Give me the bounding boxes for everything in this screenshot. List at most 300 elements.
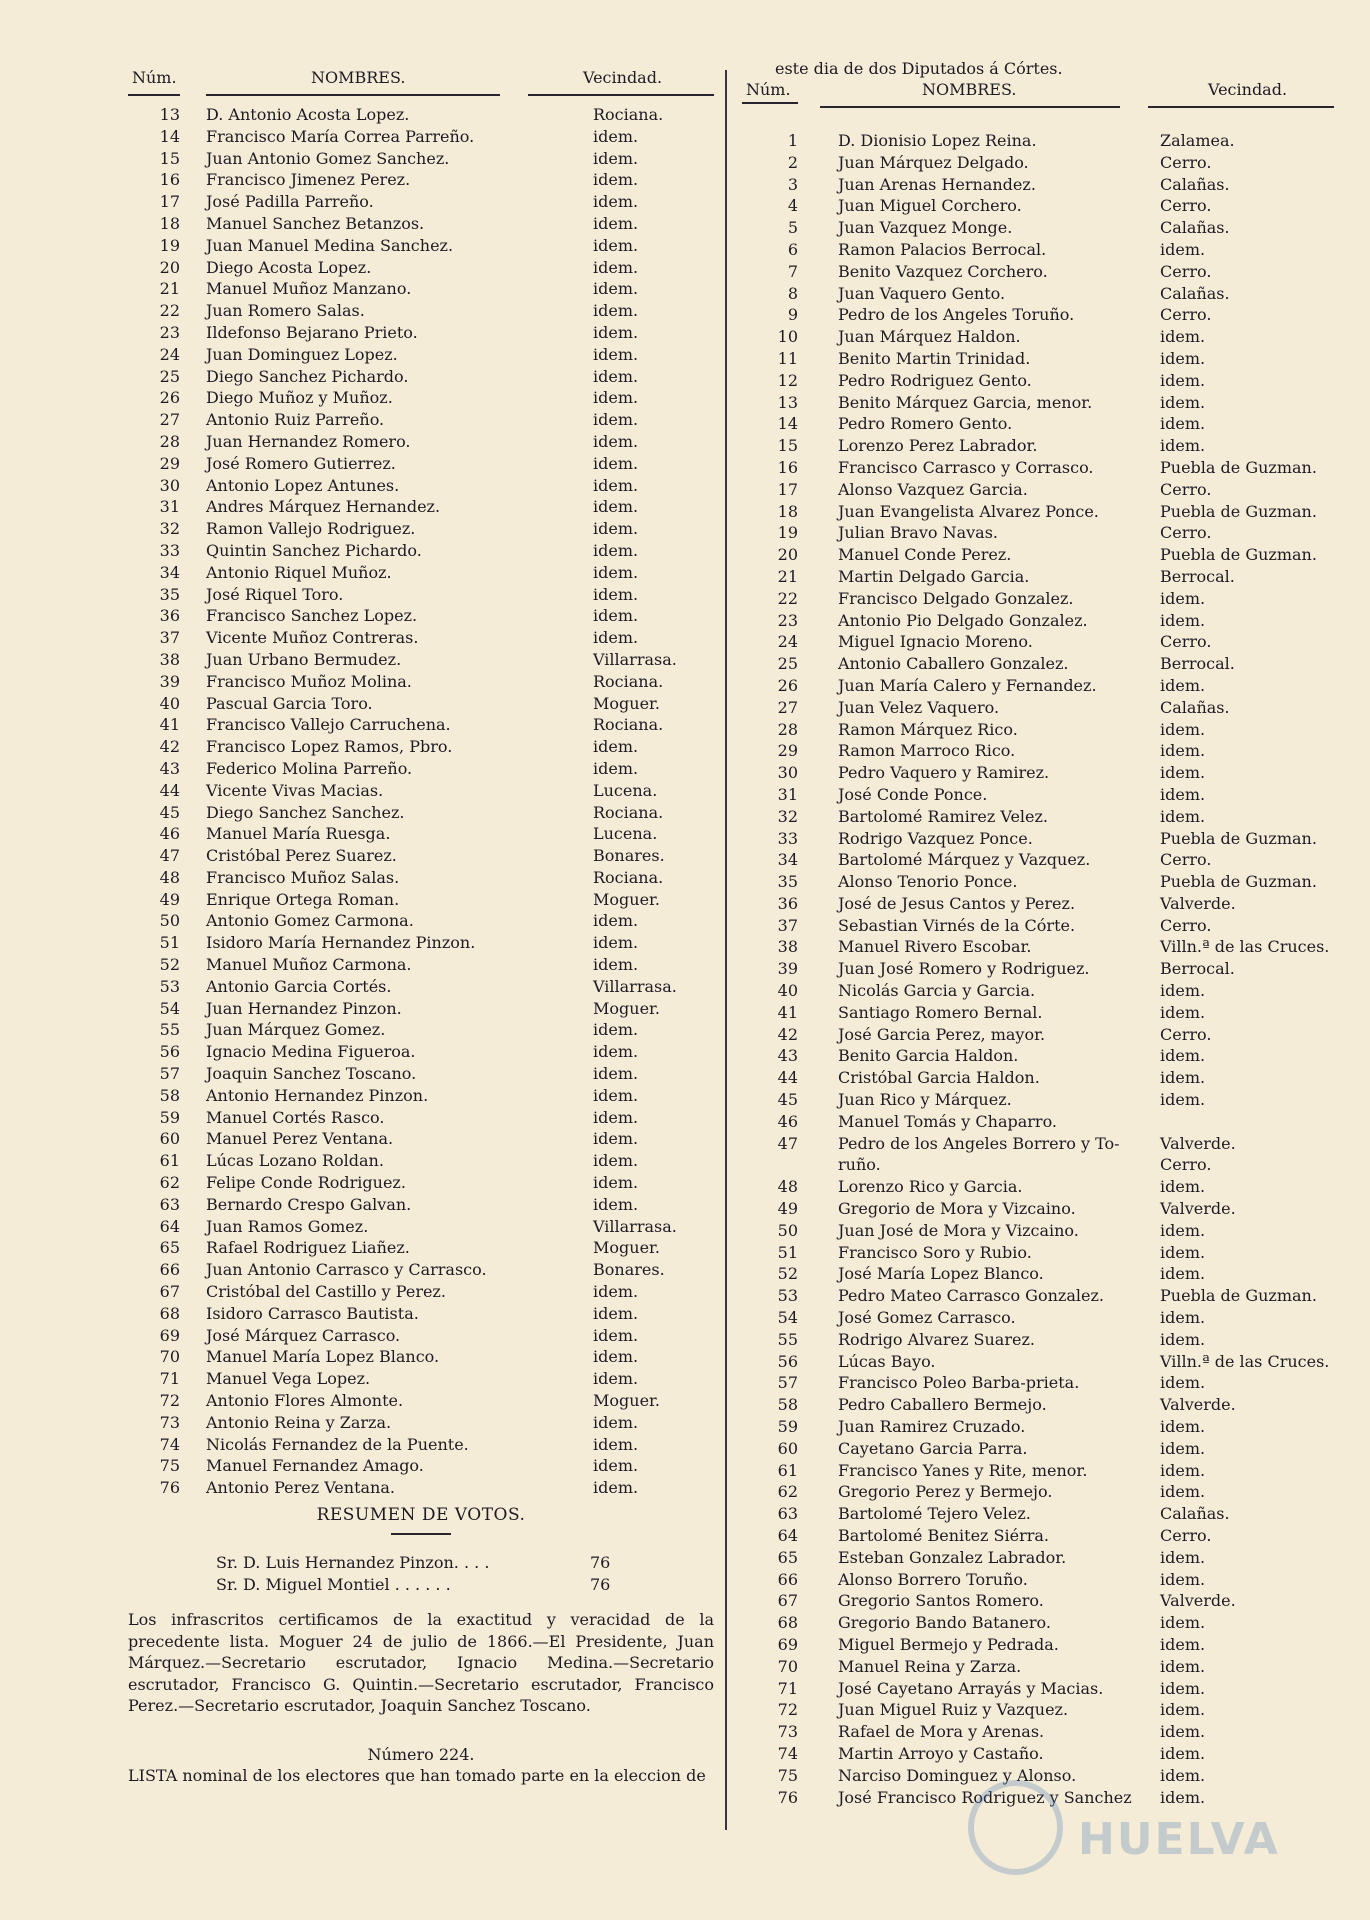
- table-row: [742, 1067, 1334, 1089]
- voter-number: 29: [159, 453, 180, 473]
- voter-vecindad: Valverde.: [1160, 1199, 1236, 1219]
- voter-vecindad: idem.: [1160, 784, 1206, 804]
- voter-vecindad: idem.: [1160, 370, 1206, 390]
- voter-name: Alonso Vazquez Garcia.: [838, 479, 1028, 499]
- voter-number: 13: [777, 392, 798, 412]
- voter-vecindad: Berrocal.: [1160, 654, 1235, 674]
- voter-vecindad: idem.: [1160, 741, 1206, 761]
- table-row: [742, 1024, 1334, 1046]
- voter-name: Gregorio Bando Batanero.: [838, 1613, 1051, 1633]
- voter-number: 30: [159, 475, 180, 495]
- voter-number: 10: [777, 327, 798, 347]
- voter-vecindad: Villn.ª de las Cruces.: [1160, 1351, 1330, 1371]
- voter-name: Manuel Perez Ventana.: [206, 1129, 394, 1149]
- candidate-name: Sr. D. Luis Hernandez Pinzon. . . .: [216, 1553, 490, 1572]
- header-rule: [1148, 106, 1334, 108]
- voter-vecindad: Villarrasa.: [593, 1216, 677, 1236]
- table-row: [742, 1176, 1334, 1198]
- voter-name: Pedro Vaquero y Ramirez.: [838, 763, 1050, 783]
- table-row: [128, 1019, 714, 1041]
- voter-name: Antonio Ruiz Parreño.: [206, 410, 385, 430]
- voter-name: José Padilla Parreño.: [206, 192, 374, 212]
- table-row: [742, 653, 1334, 675]
- voter-name: Alonso Borrero Toruño.: [838, 1569, 1028, 1589]
- table-row: [742, 1329, 1334, 1351]
- voter-vecindad: idem.: [1160, 239, 1206, 259]
- voter-number: 29: [777, 741, 798, 761]
- voter-vecindad: idem.: [593, 497, 639, 517]
- table-row: [128, 758, 714, 780]
- voter-vecindad: Villarrasa.: [593, 976, 677, 996]
- voter-vecindad: idem.: [593, 410, 639, 430]
- resumen-rule: [391, 1533, 451, 1535]
- header-rule: [742, 102, 798, 104]
- voter-number: 65: [777, 1547, 798, 1567]
- voter-number: 4: [787, 196, 798, 216]
- voter-vecindad: Puebla de Guzman.: [1160, 501, 1317, 521]
- table-row: [742, 806, 1334, 828]
- voter-vecindad: idem.: [1160, 1700, 1206, 1720]
- voter-vecindad: Valverde.: [1160, 1395, 1236, 1415]
- table-row: [742, 1111, 1334, 1133]
- voter-number: 65: [159, 1238, 180, 1258]
- table-row: [742, 697, 1334, 719]
- voter-name: Manuel Cortés Rasco.: [206, 1107, 385, 1127]
- voter-vecindad: Calañas.: [1160, 283, 1230, 303]
- voter-number: 51: [777, 1242, 798, 1262]
- table-row: [128, 889, 714, 911]
- voter-name: Juan Márquez Haldon.: [838, 327, 1021, 347]
- voter-vecindad: idem.: [593, 148, 639, 168]
- voter-vecindad: idem.: [1160, 1438, 1206, 1458]
- voter-number: 73: [159, 1412, 180, 1432]
- voter-name: Pedro Romero Gento.: [838, 414, 1013, 434]
- voter-vecindad: idem.: [1160, 1177, 1206, 1197]
- table-row: [128, 1107, 714, 1129]
- table-row: [128, 976, 714, 998]
- voter-name: Francisco Jimenez Perez.: [206, 170, 411, 190]
- voter-number: 72: [159, 1391, 180, 1411]
- voter-number: 60: [777, 1438, 798, 1458]
- voter-name: Juan Vazquez Monge.: [838, 218, 1013, 238]
- voter-vecindad: idem.: [593, 1020, 639, 1040]
- table-row: [128, 300, 714, 322]
- voter-vecindad: idem.: [593, 933, 639, 953]
- voter-number: 61: [777, 1460, 798, 1480]
- voter-vecindad: idem.: [1160, 1482, 1206, 1502]
- table-row: [742, 1525, 1334, 1547]
- table-row: [742, 152, 1334, 174]
- table-row: [128, 1150, 714, 1172]
- voter-number: 8: [787, 283, 798, 303]
- table-row: [128, 213, 714, 235]
- voter-name: Antonio Garcia Cortés.: [206, 976, 392, 996]
- table-row: [742, 435, 1334, 457]
- voter-number: 51: [159, 933, 180, 953]
- voter-number: 23: [159, 322, 180, 342]
- voter-vecindad: Cerro.: [1160, 632, 1212, 652]
- table-row: [742, 457, 1334, 479]
- table-row: [742, 283, 1334, 305]
- voter-name: Vicente Vivas Macias.: [206, 780, 384, 800]
- voter-number: 64: [777, 1526, 798, 1545]
- table-row: [742, 915, 1334, 937]
- voter-name: Bartolomé Tejero Velez.: [838, 1504, 1031, 1524]
- voter-name: Manuel Muñoz Carmona.: [206, 955, 412, 975]
- voter-number: 7: [787, 261, 798, 281]
- table-row: [128, 714, 714, 736]
- voter-number: 49: [159, 889, 180, 909]
- voter-name: Francisco Delgado Gonzalez.: [838, 588, 1074, 608]
- voter-name: Gregorio Santos Romero.: [838, 1591, 1044, 1611]
- vote-line: [128, 1553, 714, 1575]
- table-row: [742, 1590, 1334, 1612]
- header-rule: [206, 94, 500, 96]
- voter-vecindad: Villarrasa.: [593, 649, 677, 669]
- voter-vecindad: idem.: [1160, 327, 1206, 347]
- voter-number: 45: [777, 1090, 798, 1110]
- table-row: [128, 540, 714, 562]
- voter-vecindad: idem.: [1160, 414, 1206, 434]
- voter-name: Francisco Lopez Ramos, Pbro.: [206, 737, 453, 757]
- table-row: [128, 278, 714, 300]
- voter-number: 62: [777, 1482, 798, 1502]
- table-row: [742, 675, 1334, 697]
- voter-name: Pedro Rodriguez Gento.: [838, 370, 1032, 390]
- voter-number: 59: [159, 1107, 180, 1127]
- voter-number: 47: [777, 1133, 798, 1153]
- voter-vecindad: idem.: [593, 1434, 639, 1454]
- voter-number: 34: [777, 850, 798, 870]
- voter-name: Antonio Perez Ventana.: [206, 1478, 395, 1498]
- voter-number: 76: [777, 1787, 798, 1807]
- table-row: [742, 130, 1334, 152]
- voter-vecindad: Calañas.: [1160, 1504, 1230, 1524]
- header-rule: [128, 94, 180, 96]
- voter-name: Ramon Palacios Berrocal.: [838, 239, 1047, 259]
- voter-number: 27: [159, 410, 180, 430]
- table-row: [128, 1434, 714, 1456]
- voter-name: Rafael Rodriguez Liañez.: [206, 1238, 410, 1258]
- voter-vecindad: idem.: [1160, 1460, 1206, 1480]
- continuation-text: este dia de dos Diputados á Córtes.: [775, 59, 1063, 78]
- voter-name: Bartolomé Benitez Siérra.: [838, 1526, 1050, 1545]
- voter-name: Julian Bravo Navas.: [838, 523, 998, 543]
- certification-text: Los infrascritos certificamos de la exactitud y veracidad de la precedente lista. Moguer 24 de julio de 1866.—El Presidente, Juan Márquez.—Secretario escrutador, Ignacio Medina.—Secretario escrutador, Francisco G. Quintin.—Secretario escrutador, Francisco Perez.—Secretario escrutador, Joaquin Sanchez Toscano.: [128, 1610, 714, 1715]
- voter-number: 40: [777, 981, 798, 1001]
- voter-number: 67: [159, 1282, 180, 1302]
- voter-number: 26: [159, 388, 180, 408]
- voter-number: 66: [777, 1569, 798, 1589]
- header-num: Núm.: [746, 80, 791, 99]
- table-row: [742, 936, 1334, 958]
- voter-vecindad: Valverde.: [1160, 893, 1236, 913]
- voter-name: Santiago Romero Bernal.: [838, 1002, 1043, 1022]
- table-row: [742, 631, 1334, 653]
- voter-vecindad: idem.: [593, 1173, 639, 1193]
- voter-name: Gregorio Perez y Bermejo.: [838, 1482, 1053, 1502]
- table-row: [128, 475, 714, 497]
- voter-number: 68: [159, 1303, 180, 1323]
- table-row: [128, 409, 714, 431]
- voter-vecindad: Puebla de Guzman.: [1160, 1286, 1317, 1306]
- table-row: [742, 326, 1334, 348]
- voter-number: 71: [777, 1678, 798, 1698]
- table-row: [742, 1263, 1334, 1285]
- voter-name: Enrique Ortega Roman.: [206, 889, 400, 909]
- voter-name: Francisco Yanes y Rite, menor.: [838, 1460, 1088, 1480]
- voter-number: 58: [159, 1085, 180, 1105]
- table-row: [128, 1281, 714, 1303]
- voter-number: 66: [159, 1260, 180, 1280]
- table-row: [128, 780, 714, 802]
- voter-number: 24: [777, 632, 798, 652]
- voter-number: 11: [777, 348, 798, 368]
- voter-number: 41: [777, 1002, 798, 1022]
- voter-vecindad: idem.: [1160, 348, 1206, 368]
- table-row: [742, 174, 1334, 196]
- voter-name: Francisco Muñoz Molina.: [206, 671, 412, 691]
- table-row: [128, 627, 714, 649]
- table-row: [742, 392, 1334, 414]
- vote-line: [128, 1575, 714, 1597]
- table-row: [128, 496, 714, 518]
- voter-number: 43: [159, 758, 180, 778]
- table-row: [128, 1194, 714, 1216]
- resumen-section: [128, 1505, 714, 1785]
- voter-vecindad: idem.: [1160, 1002, 1206, 1022]
- voter-vecindad: Moguer.: [593, 1391, 661, 1411]
- table-row: [128, 1412, 714, 1434]
- voter-name: Francisco Carrasco y Corrasco.: [838, 457, 1094, 477]
- table-row: [742, 871, 1334, 893]
- voter-name: Francisco Vallejo Carruchena.: [206, 715, 451, 735]
- voter-number: 14: [159, 126, 180, 146]
- voter-name: Gregorio de Mora y Vizcaino.: [838, 1199, 1076, 1219]
- header-vecindad: Vecindad.: [583, 68, 663, 87]
- voter-name: Francisco María Correa Parreño.: [206, 126, 475, 146]
- voter-vecindad: idem.: [593, 366, 639, 386]
- voter-vecindad: Moguer.: [593, 1238, 661, 1258]
- voter-name: D. Antonio Acosta Lopez.: [206, 105, 410, 124]
- voter-vecindad: idem.: [593, 170, 639, 190]
- voter-number: 63: [159, 1194, 180, 1214]
- voter-number: 46: [777, 1111, 798, 1131]
- voter-number: 20: [777, 545, 798, 565]
- table-row: [742, 304, 1334, 326]
- voter-number: 38: [159, 649, 180, 669]
- header-num: Núm.: [132, 68, 177, 87]
- table-row: [128, 1368, 714, 1390]
- voter-vecindad: Cerro.: [1160, 479, 1212, 499]
- voter-vecindad: idem.: [593, 1325, 639, 1345]
- table-row: [128, 387, 714, 409]
- voter-vecindad: idem.: [593, 1085, 639, 1105]
- voter-number: 28: [159, 431, 180, 451]
- voter-vecindad: idem.: [1160, 1656, 1206, 1676]
- table-row: [128, 932, 714, 954]
- table-row: [742, 1307, 1334, 1329]
- voter-vecindad: Cerro.: [1160, 915, 1212, 935]
- voter-number: 40: [159, 693, 180, 713]
- table-row: [742, 1154, 1334, 1176]
- voter-number: 46: [159, 824, 180, 844]
- voter-number: 14: [777, 414, 798, 434]
- voter-vecindad: idem.: [593, 519, 639, 539]
- vote-count: 76: [590, 1575, 611, 1594]
- voter-name: Juan Ramirez Cruzado.: [838, 1417, 1026, 1437]
- voter-name: Antonio Riquel Muñoz.: [206, 562, 392, 582]
- table-row: [742, 1089, 1334, 1111]
- voter-number: 3: [787, 174, 798, 194]
- table-row: [128, 671, 714, 693]
- table-row: [128, 1477, 714, 1499]
- table-row: [742, 1656, 1334, 1678]
- voter-number: 22: [777, 588, 798, 608]
- voter-name: Pedro Mateo Carrasco Gonzalez.: [838, 1286, 1104, 1306]
- voter-vecindad: idem.: [1160, 719, 1206, 739]
- table-row: [742, 1045, 1334, 1067]
- voter-number: 19: [159, 235, 180, 255]
- voter-name: Manuel Fernandez Amago.: [206, 1456, 424, 1476]
- voter-number: 35: [159, 584, 180, 604]
- voter-vecindad: idem.: [1160, 588, 1206, 608]
- voter-name: Juan Vaquero Gento.: [838, 283, 1006, 303]
- numero-heading: Número 224.: [367, 1744, 475, 1764]
- voter-name: Juan Rico y Márquez.: [838, 1090, 1012, 1110]
- watermark-text: HUELVA: [1078, 1814, 1280, 1865]
- voter-name: Juan Hernandez Pinzon.: [206, 998, 402, 1018]
- left-header: [128, 60, 714, 104]
- table-row: [742, 261, 1334, 283]
- voter-vecindad: idem.: [593, 1151, 639, 1171]
- voter-number: 53: [777, 1286, 798, 1306]
- voter-number: 59: [777, 1417, 798, 1437]
- voter-name: Cristóbal del Castillo y Perez.: [206, 1282, 446, 1302]
- voter-vecindad: idem.: [593, 1129, 639, 1149]
- voter-number: 21: [159, 279, 180, 299]
- voter-number: 39: [777, 959, 798, 979]
- voter-name: José Conde Ponce.: [838, 784, 988, 804]
- voter-number: 17: [159, 192, 180, 212]
- table-row: [128, 1041, 714, 1063]
- table-row: [128, 1063, 714, 1085]
- left-column: [128, 60, 714, 1785]
- table-row: [128, 736, 714, 758]
- voter-number: 23: [777, 610, 798, 630]
- voter-vecindad: Valverde.: [1160, 1591, 1236, 1611]
- voter-number: 43: [777, 1046, 798, 1066]
- voter-vecindad: idem.: [1160, 1068, 1206, 1088]
- table-row: [742, 1547, 1334, 1569]
- table-row: [128, 1259, 714, 1281]
- header-name: NOMBRES.: [311, 68, 406, 87]
- voter-vecindad: idem.: [593, 279, 639, 299]
- voter-name: Lúcas Lozano Roldan.: [206, 1151, 384, 1171]
- header-rule: [528, 94, 714, 96]
- voter-name: Antonio Reina y Zarza.: [206, 1412, 392, 1432]
- table-row: [742, 413, 1334, 435]
- voter-vecindad: Rociana.: [593, 867, 664, 887]
- table-row: [742, 1699, 1334, 1721]
- vote-count: 76: [590, 1553, 611, 1572]
- table-row: [128, 344, 714, 366]
- table-row: [742, 610, 1334, 632]
- table-row: [128, 867, 714, 889]
- column-divider: [725, 70, 727, 1830]
- table-row: [128, 1237, 714, 1259]
- table-row: [742, 1721, 1334, 1743]
- voter-vecindad: idem.: [593, 213, 639, 233]
- voter-vecindad: Valverde.: [1160, 1133, 1236, 1153]
- voter-number: 17: [777, 479, 798, 499]
- table-row: [128, 126, 714, 148]
- voter-name: Nicolás Garcia y Garcia.: [838, 981, 1036, 1001]
- voter-vecindad: idem.: [1160, 1722, 1206, 1742]
- voter-number: 19: [777, 523, 798, 543]
- voter-name: Francisco Sanchez Lopez.: [206, 606, 418, 626]
- voter-vecindad: idem.: [1160, 1634, 1206, 1654]
- voter-vecindad: idem.: [1160, 1220, 1206, 1240]
- candidate-name: Sr. D. Miguel Montiel . . . . . .: [216, 1575, 451, 1594]
- table-row: [128, 1325, 714, 1347]
- voter-vecindad: idem.: [593, 911, 639, 931]
- voter-number: 64: [159, 1216, 180, 1236]
- voter-name: Federico Molina Parreño.: [206, 758, 413, 778]
- table-row: [128, 562, 714, 584]
- voter-number: 6: [787, 239, 798, 259]
- voter-name: Juan José Romero y Rodriguez.: [838, 959, 1090, 979]
- table-row: [128, 366, 714, 388]
- voter-number: 62: [159, 1173, 180, 1193]
- table-row: [742, 479, 1334, 501]
- voter-number: 39: [159, 671, 180, 691]
- table-row: [128, 823, 714, 845]
- voter-number: 9: [787, 305, 798, 325]
- voter-number: 15: [777, 436, 798, 456]
- voter-number: 31: [777, 784, 798, 804]
- table-row: [742, 784, 1334, 806]
- voter-vecindad: idem.: [1160, 1329, 1206, 1349]
- voter-vecindad: idem.: [1160, 981, 1206, 1001]
- voter-name: Manuel Conde Perez.: [838, 545, 1012, 565]
- voter-number: 36: [159, 606, 180, 626]
- voter-number: 52: [777, 1264, 798, 1284]
- voter-number: 37: [777, 915, 798, 935]
- voter-vecindad: Puebla de Guzman.: [1160, 828, 1317, 848]
- voter-number: 20: [159, 257, 180, 277]
- voter-name: Manuel Vega Lopez.: [206, 1369, 371, 1389]
- voter-number: 45: [159, 802, 180, 822]
- voter-name: José Garcia Perez, mayor.: [838, 1024, 1046, 1044]
- voter-name: José Francisco Rodriguez y Sanchez: [838, 1787, 1132, 1807]
- voter-vecindad: idem.: [1160, 1743, 1206, 1763]
- voter-name: Isidoro Carrasco Bautista.: [206, 1303, 419, 1323]
- voter-name: Juan Miguel Ruiz y Vazquez.: [838, 1700, 1069, 1720]
- table-row: [128, 431, 714, 453]
- voter-vecindad: idem.: [1160, 1787, 1206, 1807]
- voter-vecindad: idem.: [593, 257, 639, 277]
- table-row: [742, 849, 1334, 871]
- table-row: [742, 195, 1334, 217]
- voter-name: Juan Antonio Gomez Sanchez.: [206, 148, 450, 168]
- voter-vecindad: idem.: [1160, 1613, 1206, 1633]
- table-row: [128, 584, 714, 606]
- voter-name: Ildefonso Bejarano Prieto.: [206, 322, 418, 342]
- voter-vecindad: idem.: [593, 453, 639, 473]
- voter-name: Ramon Vallejo Rodriguez.: [206, 519, 416, 539]
- voter-number: 38: [777, 937, 798, 957]
